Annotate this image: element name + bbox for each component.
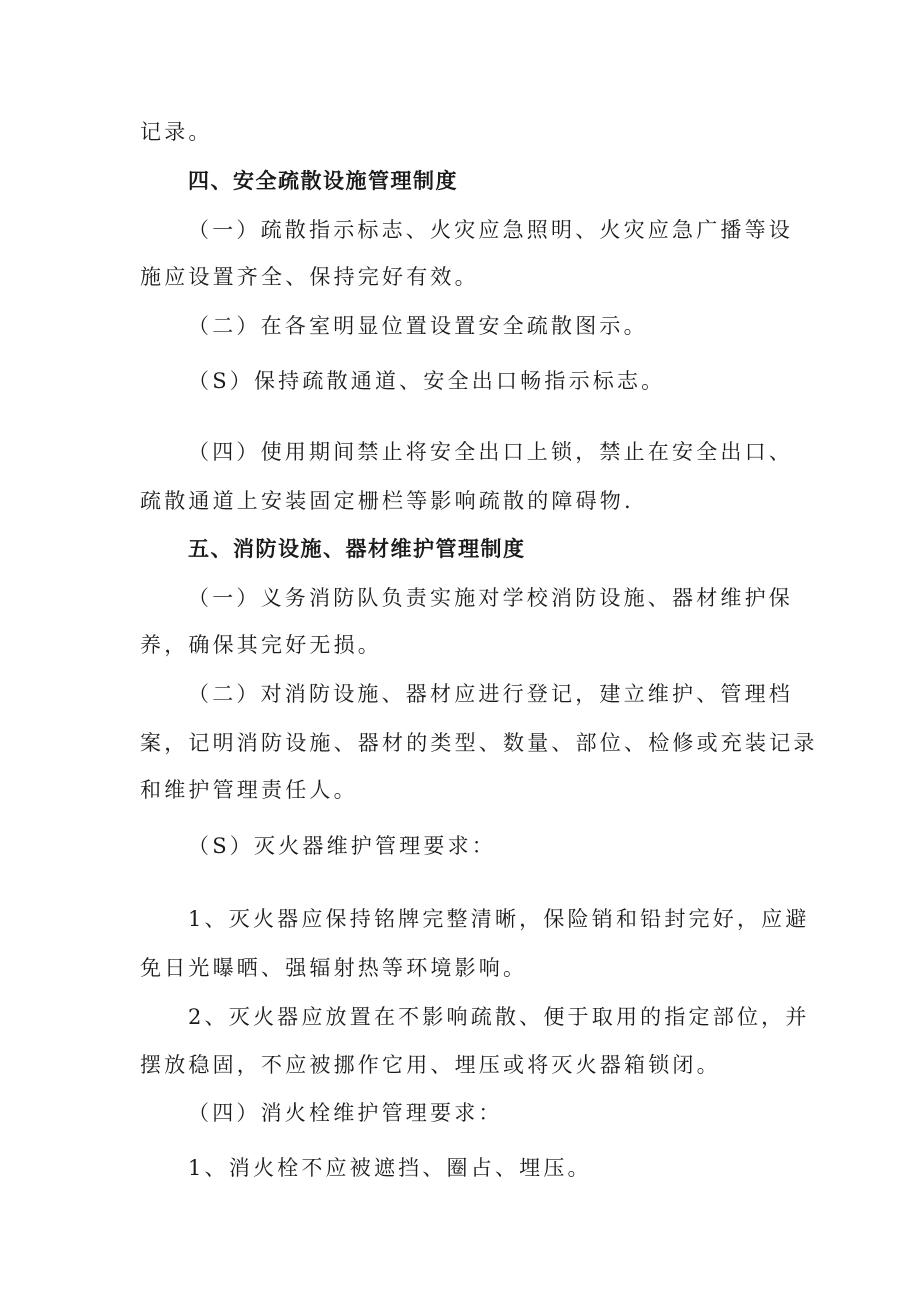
paragraph-line: 疏散通道上安装固定栅栏等影响疏散的障碍物.	[140, 489, 634, 513]
paragraph-line: 1、消火栓不应被遮挡、圈占、埋压。	[188, 1156, 592, 1180]
paragraph-line: （四）消火栓维护管理要求：	[188, 1101, 503, 1125]
paragraph-line: 1、灭火器应保持铭牌完整清晰，保险销和铅封完好，应避	[188, 907, 810, 931]
paragraph-line: （二）在各室明显位置设置安全疏散图示。	[188, 314, 648, 338]
section-heading: 四、安全疏散设施管理制度	[188, 169, 458, 193]
paragraph-line: （S）保持疏散通道、安全出口畅指示标志。	[188, 369, 666, 393]
paragraph-line: 和维护管理责任人。	[140, 778, 358, 802]
paragraph-line: （S）灭火器维护管理要求：	[188, 834, 496, 858]
paragraph-line: 施应设置齐全、保持完好有效。	[140, 265, 479, 289]
section-heading: 五、消防设施、器材维护管理制度	[188, 537, 526, 561]
paragraph-line: （二）对消防设施、器材应进行登记，建立维护、管理档	[188, 682, 793, 706]
paragraph-line: （一）义务消防队负责实施对学校消防设施、器材维护保	[188, 586, 793, 610]
paragraph-line: 记录。	[140, 120, 213, 144]
paragraph-line: 案，记明消防设施、器材的类型、数量、部位、检修或充装记录	[140, 731, 818, 755]
paragraph-line: 免日光曝晒、强辐射热等环境影响。	[140, 956, 528, 980]
paragraph-line: （一）疏散指示标志、火灾应急照明、火灾应急广播等设	[188, 218, 793, 242]
paragraph-line: 2、灭火器应放置在不影响疏散、便于取用的指定部位，并	[188, 1005, 810, 1029]
paragraph-line: （四）使用期间禁止将安全出口上锁，禁止在安全出口、	[188, 440, 793, 464]
paragraph-line: 摆放稳固，不应被挪作它用、埋压或将灭火器箱锁闭。	[140, 1053, 721, 1077]
paragraph-line: 养，确保其完好无损。	[140, 633, 382, 657]
